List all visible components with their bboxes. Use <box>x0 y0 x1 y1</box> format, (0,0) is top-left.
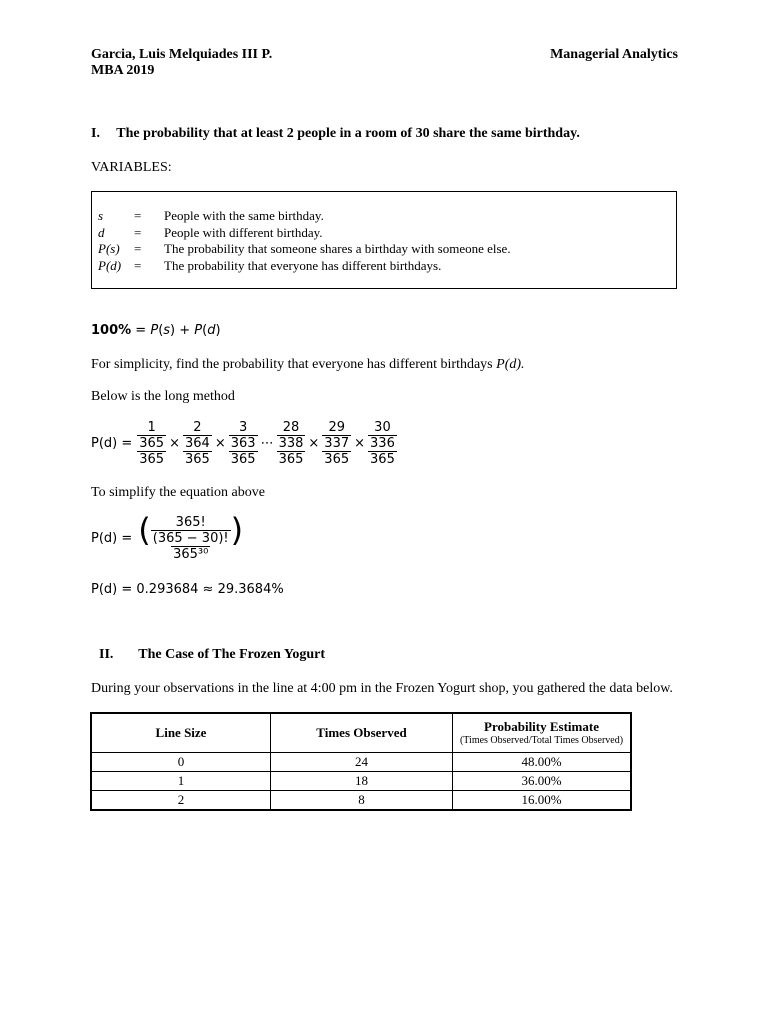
variables-heading: VARIABLES: <box>91 160 172 175</box>
variable-equals: = <box>134 208 142 224</box>
cell-probability: 16.00% <box>453 791 632 811</box>
probability-estimate-note: (Times Observed/Total Times Observed) <box>459 735 624 746</box>
variables-table <box>98 208 511 274</box>
long-method-lhs: P(d) = <box>91 436 133 451</box>
ellipsis-symbol: ⋯ <box>260 436 274 451</box>
fraction-bot: 365 <box>278 452 304 467</box>
variable-symbol: d <box>98 224 105 240</box>
section-1-number: I. <box>91 126 100 141</box>
long-method-terms <box>136 420 398 467</box>
fraction-top: 1 <box>147 420 156 435</box>
author-name: Garcia, Luis Melquiades III P. <box>91 47 273 62</box>
cell-times-observed: 8 <box>271 791 453 811</box>
variable-row <box>98 225 511 242</box>
variable-description: People with different birthday. <box>164 224 323 240</box>
section-1-title <box>91 126 580 142</box>
compound-fraction <box>183 420 212 467</box>
variable-description: People with the same birthday. <box>164 208 324 224</box>
header-line-size: Line Size <box>91 713 271 753</box>
times-symbol: × <box>354 436 366 451</box>
cell-line-size: 2 <box>91 791 271 811</box>
fraction-bot: 365 <box>185 452 210 467</box>
simplify-text: To simplify the equation above <box>91 485 265 500</box>
variable-symbol: P(s) <box>98 241 120 257</box>
compound-fraction <box>137 420 166 467</box>
compound-fraction <box>322 420 351 467</box>
fraction-top: 2 <box>193 420 202 435</box>
table-row <box>91 753 631 772</box>
variables-box <box>91 191 677 289</box>
cell-times-observed: 24 <box>271 753 453 772</box>
fraction-mid: 364 <box>185 436 210 451</box>
simplicity-text <box>91 357 525 373</box>
variable-equals: = <box>134 241 142 257</box>
times-symbol: × <box>308 436 320 451</box>
variable-symbol: P(d) <box>98 257 122 273</box>
frozen-yogurt-table <box>90 712 632 811</box>
variable-row <box>98 258 511 275</box>
factorial-lhs: P(d) = <box>91 530 133 546</box>
section-1-heading: The probability that at least 2 people in a room of 30 share the same birthday. <box>116 126 580 141</box>
long-method-text: Below is the long method <box>91 389 235 404</box>
cell-times-observed: 18 <box>271 772 453 791</box>
author-block <box>91 47 272 79</box>
variable-row <box>98 208 511 225</box>
factorial-outer-denominator: 365³⁰ <box>173 547 209 562</box>
fraction-bot: 365 <box>230 452 256 467</box>
fraction-mid: 338 <box>278 436 304 451</box>
table-row <box>91 791 631 811</box>
compound-fraction <box>229 420 258 467</box>
variable-row <box>98 241 511 258</box>
fraction-top: 28 <box>282 420 300 435</box>
cell-line-size: 0 <box>91 753 271 772</box>
result-text: P(d) = 0.293684 ≈ 29.3684% <box>91 582 284 597</box>
compound-fraction <box>368 420 397 467</box>
fraction-top: 29 <box>328 420 345 435</box>
section-2-intro: During your observations in the line at 4:00 pm in the Frozen Yogurt shop, you gathered the data below. <box>91 681 673 696</box>
section-2-heading: The Case of The Frozen Yogurt <box>138 647 326 662</box>
variable-description: The probability that everyone has different birthdays. <box>164 257 442 273</box>
factorial-equation <box>91 511 245 562</box>
section-2-number: II. <box>99 647 114 662</box>
cell-probability: 48.00% <box>453 753 632 772</box>
fraction-mid: 363 <box>230 436 256 451</box>
factorial-inner-denominator: (365 − 30)! <box>152 530 229 546</box>
factorial-outer-fraction <box>136 511 245 562</box>
program-name: MBA 2019 <box>91 63 155 78</box>
fraction-bot: 365 <box>324 452 350 467</box>
result-equation <box>91 582 284 597</box>
fraction-bot: 365 <box>370 452 395 467</box>
cell-line-size: 1 <box>91 772 271 791</box>
times-symbol: × <box>169 436 180 451</box>
course-name: Managerial Analytics <box>550 47 678 62</box>
factorial-inner-fraction <box>151 515 231 546</box>
total-probability-equation: 100% = P(s) + P(d) <box>91 323 221 338</box>
long-method-equation <box>91 420 398 467</box>
times-symbol: × <box>214 436 226 451</box>
probability-estimate-label: Probability Estimate <box>484 719 599 734</box>
simplicity-sentence: For simplicity, find the probability that everyone has different birthdays <box>91 357 497 372</box>
factorial-numerator: 365! <box>175 514 206 530</box>
variable-description: The probability that someone shares a birthday with someone else. <box>164 241 511 257</box>
fraction-mid: 336 <box>370 436 395 451</box>
right-paren: ) <box>230 511 244 549</box>
fraction-mid: 337 <box>324 436 350 451</box>
fraction-bot: 365 <box>139 452 165 467</box>
header-times-observed: Times Observed <box>271 713 453 753</box>
variable-equals: = <box>134 224 142 240</box>
compound-fraction <box>277 420 306 467</box>
fraction-top: 30 <box>374 420 391 435</box>
table-header-row <box>91 713 631 753</box>
fraction-mid: 365 <box>139 436 165 451</box>
table-row <box>91 772 631 791</box>
simplicity-variable: P(d). <box>496 357 525 372</box>
cell-probability: 36.00% <box>453 772 632 791</box>
header-probability-estimate <box>453 713 632 753</box>
fraction-top: 3 <box>239 420 248 435</box>
section-2-title <box>99 647 325 663</box>
left-paren: ( <box>138 511 151 549</box>
variable-symbol: s <box>98 208 104 224</box>
variable-equals: = <box>134 257 142 273</box>
